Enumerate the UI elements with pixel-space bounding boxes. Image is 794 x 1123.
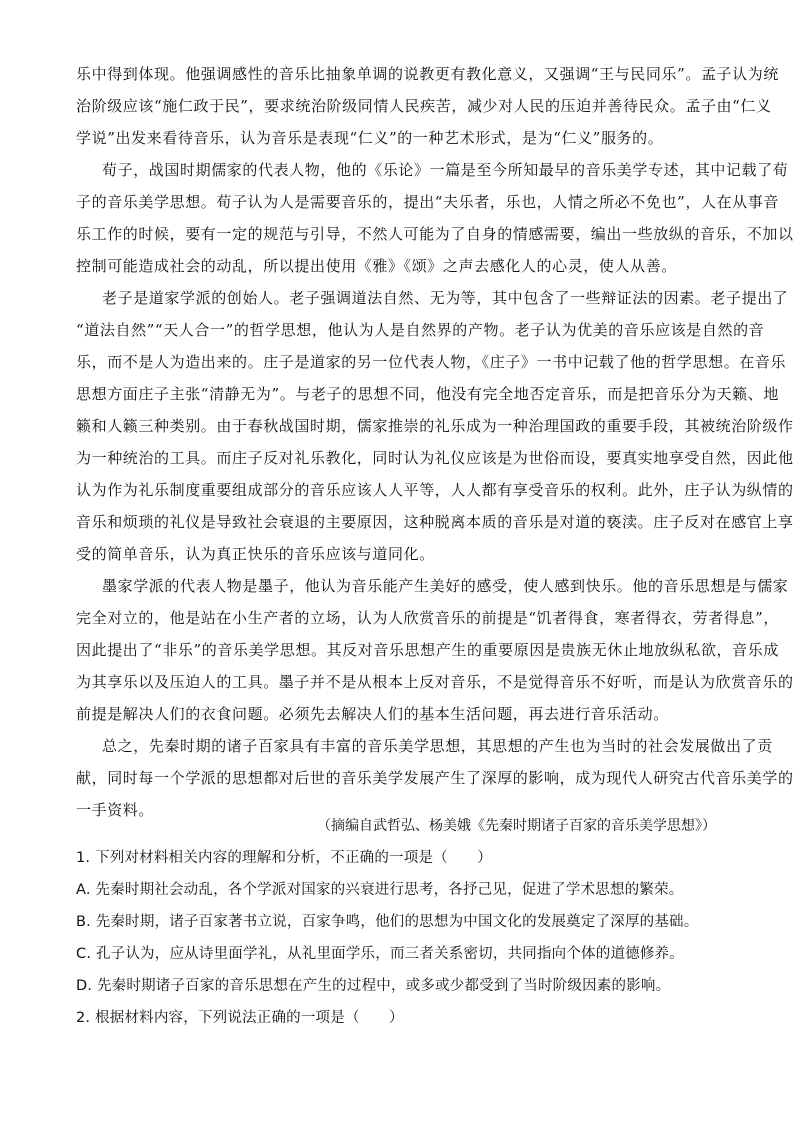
passage-line: 子的音乐美学思想。荀子认为人是需要音乐的，提出“夫乐者，乐也，人情之所必不免也”，人在从事音	[76, 193, 779, 211]
option-a: A. 先秦时期社会动乱，各个学派对国家的兴衰进行思考，各抒己见，促进了学术思想的繁荣。	[76, 882, 684, 898]
passage-line: 献，同时每一个学派的思想都对后世的音乐美学发展产生了深厚的影响，成为现代人研究古代音乐美学的	[76, 769, 794, 787]
option-c: C. 孔子认为，应从诗里面学礼，从礼里面学乐，而三者关系密切，共同指向个体的道德修养。	[76, 946, 684, 962]
passage-line: 认为作为礼乐制度重要组成部分的音乐应该人人平等，人人都有享受音乐的权利。此外，庄子认为纵情的	[76, 481, 794, 499]
passage-source: （摘编自武哲弘、杨美娥《先秦时期诸子百家的音乐美学思想》）	[317, 818, 716, 834]
passage-line: “道法自然”“天人合一”的哲学思想，他认为人是自然界的产物。老子认为优美的音乐应该是自然的音	[76, 321, 765, 339]
passage-line: 乐工作的时候，要有一定的规范与引导，不然人可能为了自身的情感需要，编出一些放纵的音乐，不加以	[76, 225, 794, 243]
passage-line: 墨家学派的代表人物是墨子，他认为音乐能产生美好的感受，使人感到快乐。他的音乐思想是与儒家	[102, 577, 789, 595]
passage-line: 总之，先秦时期的诸子百家具有丰富的音乐美学思想，其思想的产生也为当时的社会发展做出了贡	[102, 737, 773, 755]
passage-line: 前提是解决人们的衣食问题。必须先去解决人们的基本生活问题，再去进行音乐活动。	[76, 705, 669, 723]
option-d: D. 先秦时期诸子百家的音乐思想在产生的过程中，或多或少都受到了当时阶级因素的影响。	[76, 978, 671, 994]
option-b: B. 先秦时期，诸子百家著书立说，百家争鸣，他们的思想为中国文化的发展奠定了深厚的基础。	[76, 914, 699, 930]
passage-line: 为一种统治的工具。而庄子反对礼乐教化，同时认为礼仪应该是为世俗而设，要真实地享受自然，因此他	[76, 449, 794, 467]
passage-line: 学说”出发来看待音乐，认为音乐是表现“仁义”的一种艺术形式，是为“仁义”服务的。	[76, 129, 664, 147]
passage-line: 乐中得到体现。他强调感性的音乐比抽象单调的说教更有教化意义，又强调“王与民同乐”。孟子认为统	[76, 65, 779, 83]
passage-line: 荀子，战国时期儒家的代表人物，他的《乐论》一篇是至今所知最早的音乐美学专述，其中记载了荀	[102, 161, 789, 179]
passage-line: 音乐和烦琐的礼仪是导致社会衰退的主要原因，这种脱离本质的音乐是对道的亵渎。庄子反对在感官上享	[76, 513, 794, 531]
passage-line: 老子是道家学派的创始人。老子强调道法自然、无为等，其中包含了一些辩证法的因素。老子提出了	[102, 289, 789, 307]
passage-line: 思想方面庄子主张“清静无为”。与老子的思想不同，他没有完全地否定音乐，而是把音乐分为天籁、地	[76, 385, 779, 403]
question-2-stem: 2. 根据材料内容，下列说法正确的一项是（ ）	[76, 1010, 404, 1026]
passage-line: 乐，而不是人为造出来的。庄子是道家的另一位代表人物，《庄子》一书中记载了他的哲学思想。在音乐	[76, 353, 787, 371]
passage-line: 受的简单音乐，认为真正快乐的音乐应该与道同化。	[76, 545, 435, 563]
question-1-stem: 1. 下列对材料相关内容的理解和分析，不正确的一项是（ ）	[76, 850, 492, 866]
passage-line: 治阶级应该“施仁政于民”，要求统治阶级同情人民疾苦，减少对人民的压迫并善待民众。孟子由“仁义	[76, 97, 772, 115]
passage-line: 控制可能造成社会的动乱，所以提出使用《雅》《颂》之声去感化人的心灵，使人从善。	[76, 257, 677, 275]
passage-line: 籁和人籁三种类别。由于春秋战国时期，儒家推崇的礼乐成为一种治理国政的重要手段，其被统治阶级作	[76, 417, 794, 435]
passage-line: 一手资料。	[76, 801, 155, 819]
passage-line: 因此提出了“非乐”的音乐美学思想。其反对音乐思想产生的重要原因是贵族无休止地放纵私欲，音乐成	[76, 641, 779, 659]
passage-line: 为其享乐以及压迫人的工具。墨子并不是从根本上反对音乐，不是觉得音乐不好听，而是认为欣赏音乐的	[76, 673, 794, 691]
passage-line: 完全对立的，他是站在小生产者的立场，认为人欣赏音乐的前提是“饥者得食，寒者得衣，劳者得息”，	[76, 609, 779, 627]
